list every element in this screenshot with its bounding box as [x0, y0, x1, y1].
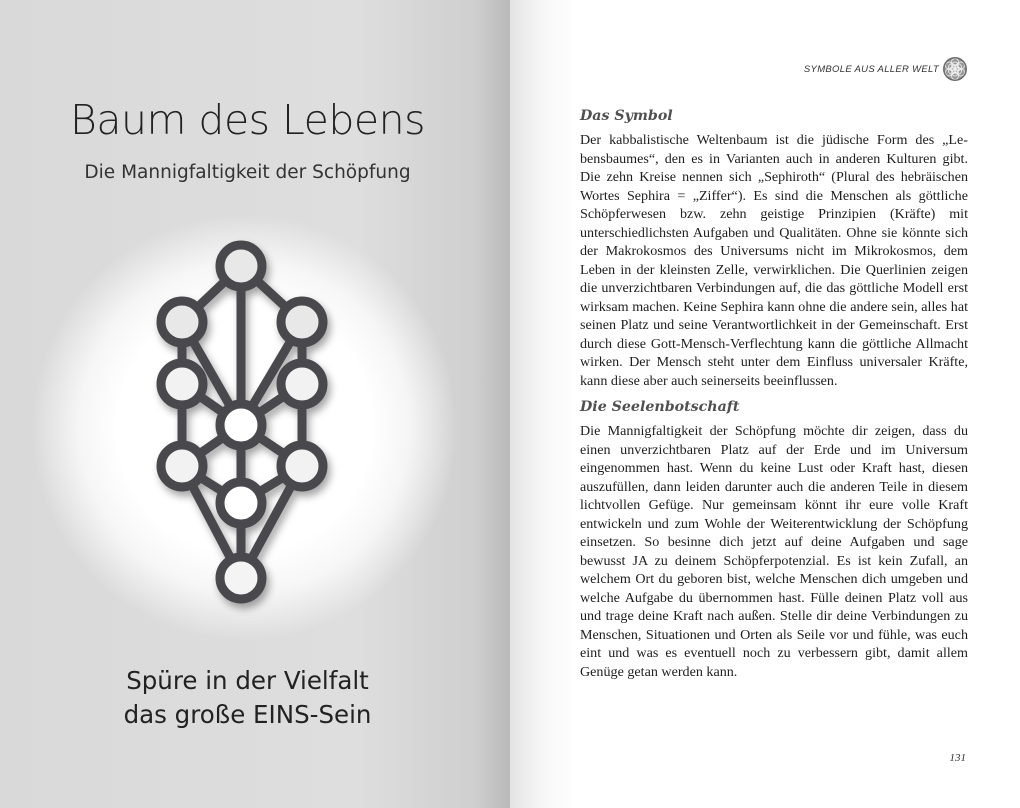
page-subtitle: Die Mannigfaltigkeit der Schöpfung: [84, 162, 411, 183]
tree-of-life-icon: [140, 236, 355, 616]
running-header: SYMBOLE AUS ALLER WELT: [803, 64, 939, 75]
motto-line-2: das große EINS-Sein: [123, 700, 372, 729]
section-body-symbol: Der kabbalistische Weltenbaum ist die jüdische Form des „Lebensbaumes“, den es in Varianten auch in anderen Kulturen gibt. Die zehn Kreise nennen sich „Sephiroth“ (Plural des hebräischen Wortes Sephira = „Ziffer“). Es sind die Menschen als göttliche Schöpferwesen bzw. zehn geistige Prinzipien (Kräfte) mit unterschiedlichsten Aufgaben und Qualitäten. Ohne sie könnte sich der Makrokosmos des Universums nicht im Mikrokosmos, dem Leben in der kleinsten Zelle, verwirklichen. Die Querlinien zeigen die unverzichtbaren Verbindungen auf, die das göttliche Modell erst wirksam machen. Keine Sephira kann ohne die andere sein, alles hat seinen Platz und seine Verantwortlichkeit in der Gemeinschaft. Erst durch diese Gott-Mensch-Verflechtung kann die göttliche Allmacht wirken. Der Mensch steht unter dem Einfluss universaler Kräfte, kann diese aber auch seinerseits beeinflussen.: [580, 132, 968, 389]
motto: [40, 664, 455, 732]
page-title: Baum des Lebens: [69, 96, 425, 144]
section-heading-symbol: Das Symbol: [580, 108, 673, 124]
flower-of-life-icon: [942, 56, 968, 82]
page-number: 131: [949, 752, 966, 764]
section-body-soul-message: Die Mannigfaltigkeit der Schöpfung möchte dir zeigen, dass du einen unverzichtbaren Platz auf der Erde und im Universum eingenommen hast. Wenn du keine Lust oder Kraft hast, diesen auszufüllen, dann leiden darunter auch die anderen Teile in diesem lichtvollen Gefüge. Nur gemeinsam könnt ihr eure volle Kraft entwickeln und zum Wohle der Weiterentwicklung der Schöpfung einsetzen. So besinne dich jetzt auf deine Aufgaben und sage bewusst JA zu deinem Schöpferpotenzial. Es ist kein Zufall, an welchem Ort du geboren bist, welche Menschen dich umgeben und welche Aufgabe du übernommen hast. Fülle deinen Platz voll aus und trage deine Kraft nach außen. Stelle dir deine Verbindungen zu Menschen, Situationen und Orten als Seile vor und fühle, was euch eint und was es eventuell noch zu verbessern gibt, damit allem Genüge getan werden kann.: [580, 423, 968, 680]
section-heading-soul-message: Die Seelenbotschaft: [580, 399, 740, 415]
right-page: [510, 0, 1020, 808]
motto-line-1: Spüre in der Vielfalt: [126, 666, 369, 695]
text-column: [580, 106, 968, 688]
